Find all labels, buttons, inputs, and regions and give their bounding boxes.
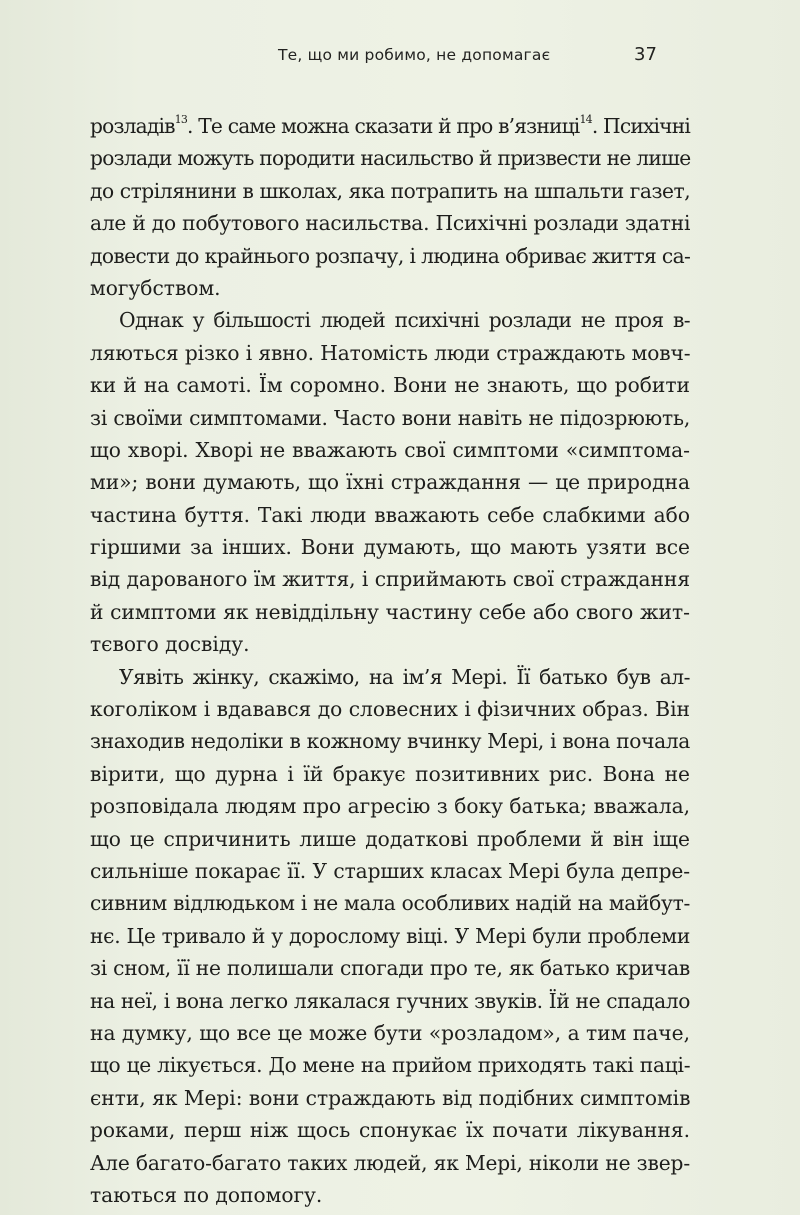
text-line xyxy=(90,725,690,757)
paragraph xyxy=(90,661,690,1212)
text-line xyxy=(90,952,690,984)
text-line xyxy=(90,499,690,531)
text-line xyxy=(90,240,690,272)
text-line xyxy=(90,628,690,660)
text-run: сильніше покарає її. У старших класах Мері була депре- xyxy=(90,858,690,883)
text-line xyxy=(90,661,690,693)
text-line xyxy=(90,1049,690,1081)
page-header xyxy=(0,44,800,74)
text-run: знаходив недоліки в кожному вчинку Мері, і вона почала xyxy=(90,729,690,754)
text-line xyxy=(90,207,690,239)
text-run: на думку, що все це може бути «розладом», а тим паче, xyxy=(90,1020,690,1045)
text-run: від дарованого їм життя, і сприймають свої страждання xyxy=(90,567,691,592)
text-run: й симптоми як невіддільну частину себе або свого жит- xyxy=(90,599,690,624)
text-line xyxy=(90,1147,690,1179)
text-line xyxy=(90,693,690,725)
text-run: . Психічні xyxy=(591,114,690,138)
text-line xyxy=(90,272,690,304)
text-run: розповідала людям про агресію з боку батька; вважала, xyxy=(90,794,690,819)
text-line xyxy=(90,887,690,919)
footnote-ref: 14 xyxy=(579,113,592,127)
text-run: могубством. xyxy=(90,275,221,300)
body-text xyxy=(90,110,690,1211)
text-run: частина буття. Такі люди вважають себе слабкими або xyxy=(90,502,690,527)
text-run: сивним відлюдьком і не мала особливих надій на майбут- xyxy=(90,891,690,916)
paragraph xyxy=(90,110,690,304)
text-run: вірити, що дурна і їй бракує позитивних рис. Вона не xyxy=(90,761,690,786)
text-line xyxy=(90,985,690,1017)
text-run: зі сном, її не полишали спогади про те, як батько кричав xyxy=(90,956,690,981)
text-run: розладів xyxy=(90,114,175,138)
running-head: Те, що ми робимо, не допомагає xyxy=(278,46,551,64)
text-run: що хворі. Хворі не вважають свої симптоми «симптома- xyxy=(90,437,690,462)
text-run: довести до крайнього розпачу, і людина обриває життя са- xyxy=(90,243,691,268)
text-line xyxy=(90,1017,690,1049)
text-line xyxy=(90,1114,690,1146)
text-run: але й до побутового насильства. Психічні розлади здатні xyxy=(90,211,691,236)
text-line xyxy=(90,790,690,822)
text-run: роками, перш ніж щось спонукає їх почати лікування. xyxy=(90,1118,690,1143)
text-line xyxy=(90,855,690,887)
text-run: ки й на самоті. Їм соромно. Вони не знають, що робити xyxy=(90,373,690,398)
text-line xyxy=(90,110,690,142)
text-line xyxy=(90,823,690,855)
text-line xyxy=(90,434,690,466)
text-run: єнти, як Мері: вони страждають від подібних симптомів xyxy=(90,1085,691,1110)
text-run: тєвого досвіду. xyxy=(90,632,250,657)
text-line xyxy=(90,920,690,952)
text-run: що це спричинить лише додаткові проблеми й він іще xyxy=(90,826,690,851)
text-line xyxy=(90,175,690,207)
text-line xyxy=(90,402,690,434)
text-run: що це лікується. До мене на прийом приходять такі паці- xyxy=(90,1053,691,1078)
text-line xyxy=(90,563,690,595)
text-run: гіршими за інших. Вони думають, що мають узяти все xyxy=(90,535,690,560)
text-line xyxy=(90,531,690,563)
text-run: ляються різко і явно. Натомість люди страждають мовч- xyxy=(90,340,691,365)
text-run: розлади можуть породити насильство й призвести не лише xyxy=(90,146,691,171)
text-line xyxy=(90,1179,690,1211)
text-line xyxy=(90,758,690,790)
text-run: коголіком і вдавався до словесних і фізичних образ. Він xyxy=(90,697,690,722)
text-line xyxy=(90,142,690,174)
text-line xyxy=(90,337,690,369)
text-line xyxy=(90,1082,690,1114)
footnote-ref: 13 xyxy=(174,113,188,127)
text-run: зі своїми симптомами. Часто вони навіть не підозрюють, xyxy=(90,405,691,430)
page-number: 37 xyxy=(634,44,657,65)
text-run: нє. Це тривало й у дорослому віці. У Мері були проблеми xyxy=(90,923,690,948)
text-run: ми»; вони думають, що їхні страждання — це природна xyxy=(90,470,690,495)
text-line xyxy=(90,596,690,628)
text-run: до стрілянини в школах, яка потрапить на шпальти газет, xyxy=(90,178,691,203)
text-run: таються по допомогу. xyxy=(90,1182,323,1207)
text-run: Однак у більшості людей психічні розлади не проя в- xyxy=(119,308,690,333)
text-line xyxy=(90,466,690,498)
paragraph xyxy=(90,304,690,660)
text-line xyxy=(90,369,690,401)
text-run: . Те саме можна сказати й про в’язниці xyxy=(187,114,580,138)
text-run: на неї, і вона легко лякалася гучних звуків. Їй не спадало xyxy=(90,988,690,1013)
text-run: Але багато-багато таких людей, як Мері, ніколи не звер- xyxy=(90,1150,690,1175)
text-line xyxy=(90,304,690,336)
text-run: Уявіть жінку, скажімо, на ім’я Мері. Її батько був ал- xyxy=(119,664,690,689)
